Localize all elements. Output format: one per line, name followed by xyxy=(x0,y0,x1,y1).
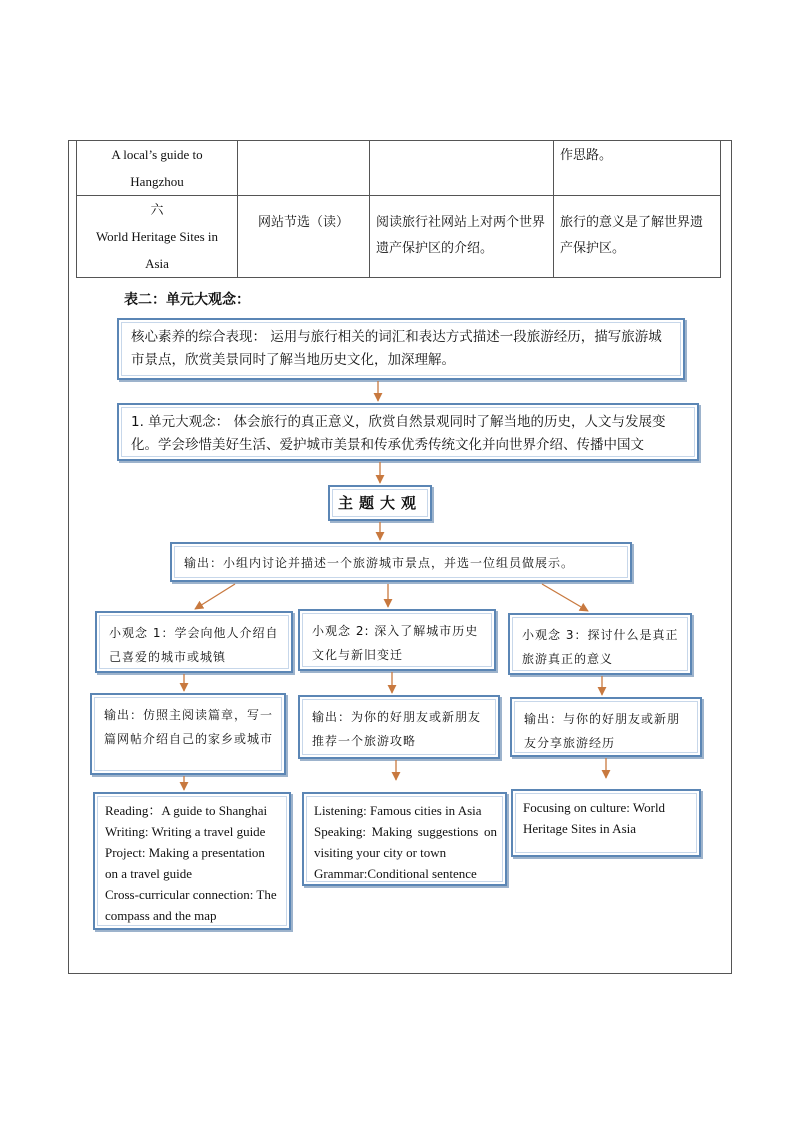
arrow xyxy=(542,584,588,611)
theme-title-box: 主题大观 xyxy=(328,485,432,521)
output-main-box: 输出：小组内讨论并描述一个旅游城市景点，并选一位组员做展示。 xyxy=(170,542,632,582)
output-box: 输出：仿照主阅读篇章，写一篇网帖介绍自己的家乡或城市 xyxy=(90,693,286,775)
sub-idea-box: 小观念 3：探讨什么是真正旅游真正的意义 xyxy=(508,613,692,675)
notes-cell: 旅行的意义是了解世界遗产保护区。 xyxy=(554,196,721,278)
sub-idea-box: 小观念 1：学会向他人介绍自己喜爱的城市或城镇 xyxy=(95,611,293,673)
arrow xyxy=(195,584,235,609)
content-cell: 阅读旅行社网站上对两个世界遗产保护区的介绍。 xyxy=(370,196,554,278)
lesson-cell: 六 World Heritage Sites in Asia xyxy=(77,196,238,278)
output-box: 输出：与你的好朋友或新朋友分享旅游经历 xyxy=(510,697,702,757)
lesson-cell: A local’s guide to Hangzhou xyxy=(77,141,238,196)
notes-cell: 作思路。 xyxy=(554,141,721,196)
section-heading: 表二：单元大观念： xyxy=(124,292,250,308)
activity-box: Focusing on culture: World Heritage Sites in Asia xyxy=(511,789,701,857)
type-cell: 网站节选（读） xyxy=(238,196,370,278)
sub-idea-box: 小观念 2: 深入了解城市历史文化与新旧变迁 xyxy=(298,609,496,671)
output-box: 输出：为你的好朋友或新朋友推荐一个旅游攻略 xyxy=(298,695,500,759)
activity-box: Listening: Famous cities in Asia Speaking: Making suggestions on visiting your city or town Grammar:Conditional sentence xyxy=(302,792,507,886)
big-idea-box: 1. 单元大观念： 体会旅行的真正意义，欣赏自然景观同时了解当地的历史，人文与发展变化。学会珍惜美好生活、爱护城市美景和传承优秀传统文化并向世界介绍、传播中国文 xyxy=(117,403,699,461)
core-competency-box: 核心素养的综合表现： 运用与旅行相关的词汇和表达方式描述一段旅游经历，描写旅游城市景点，欣赏美景同时了解当地历史文化，加深理解。 xyxy=(117,318,685,380)
activity-box: Reading：A guide to Shanghai Writing: Writing a travel guide Project: Making a presentation on a travel guide Cross-curricular connection: The compass and the map xyxy=(93,792,291,930)
